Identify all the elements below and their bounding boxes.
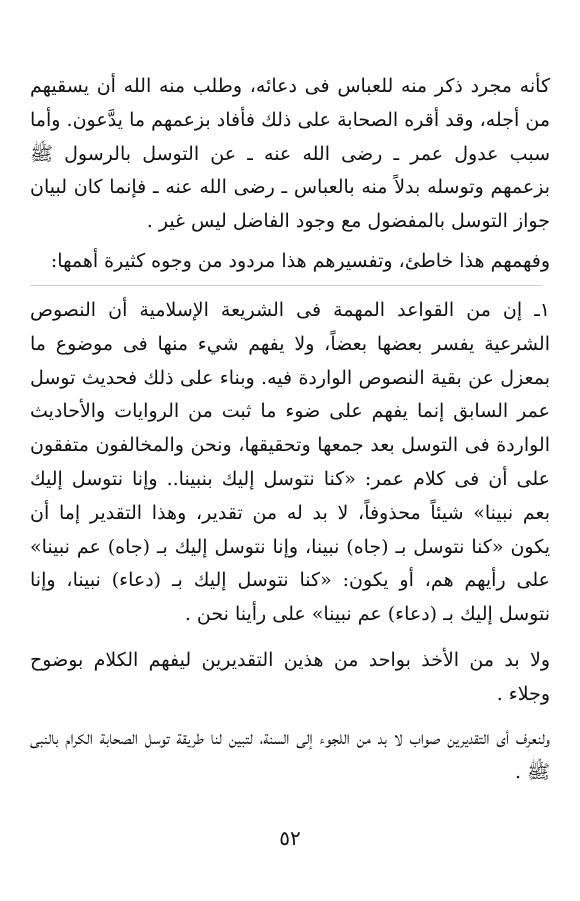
page-body	[30, 70, 550, 790]
divider-line	[30, 285, 542, 286]
page-number: ٥٢	[279, 826, 301, 850]
paragraph-3: ١ـ إن من القواعد المهمة فى الشريعة الإسلامية أن النصوص الشرعية يفسر بعضها بعضاً، ولا يفهم شيء منها فى موضوع ما بمعزل عن بقية النصوص الواردة فيه. وبناء على ذلك فحديث توسل عمر السابق إنما يفهم على ضوء ما ثبت من الروايات والأحاديث الواردة فى التوسل بعد جمعها وتحقيقها، ونحن والمخالفون متفقون على أن فى كلام عمر: «كنا نتوسل إليك بنبينا.. وإنا نتوسل إليك بعم نبينا» شيئاً محذوفاً، لا بد له من تقدير، وهذا التقدير إما أن يكون «كنا نتوسل بـ (جاه) نبينا، وإنا نتوسل إليك بـ (جاه) عم نبينا» على رأيهم هم، أو يكون: «كنا نتوسل إليك بـ (دعاء) نبينا، وإنا نتوسل إليك بـ (دعاء) عم نبينا» على رأينا نحن .	[30, 299, 550, 626]
paragraph-2: وفهمهم هذا خاطئ، وتفسيرهم هذا مردود من وجوه كثيرة أهمها:	[50, 250, 550, 272]
paragraph-4: ولا بد من الأخذ بواحد من هذين التقديرين ليفهم الكلام بوضوح وجلاء .	[30, 649, 550, 705]
paragraph-5: ولنعرف أى التقديرين صواب لا بد من اللجوء إلى السنة، لتبين لنا طريقة توسل الصحابة الكرام بالنبى ﷺ .	[30, 727, 550, 783]
paragraph-1: كأنه مجرد ذكر منه للعباس فى دعائه، وطلب منه الله أن يسقيهم من أجله، وقد أقره الصحابة على ذلك فأفاد بزعمهم ما يدَّعون. وأما سبب عدول عمر ـ رضى الله عنه ـ عن التوسل بالرسول ﷺ بزعمهم وتوسله بدلاً منه بالعباس ـ رضى الله عنه ـ فإنما كان لبيان جواز التوسل بالمفضول مع وجود الفاضل ليس غير .	[30, 75, 550, 233]
